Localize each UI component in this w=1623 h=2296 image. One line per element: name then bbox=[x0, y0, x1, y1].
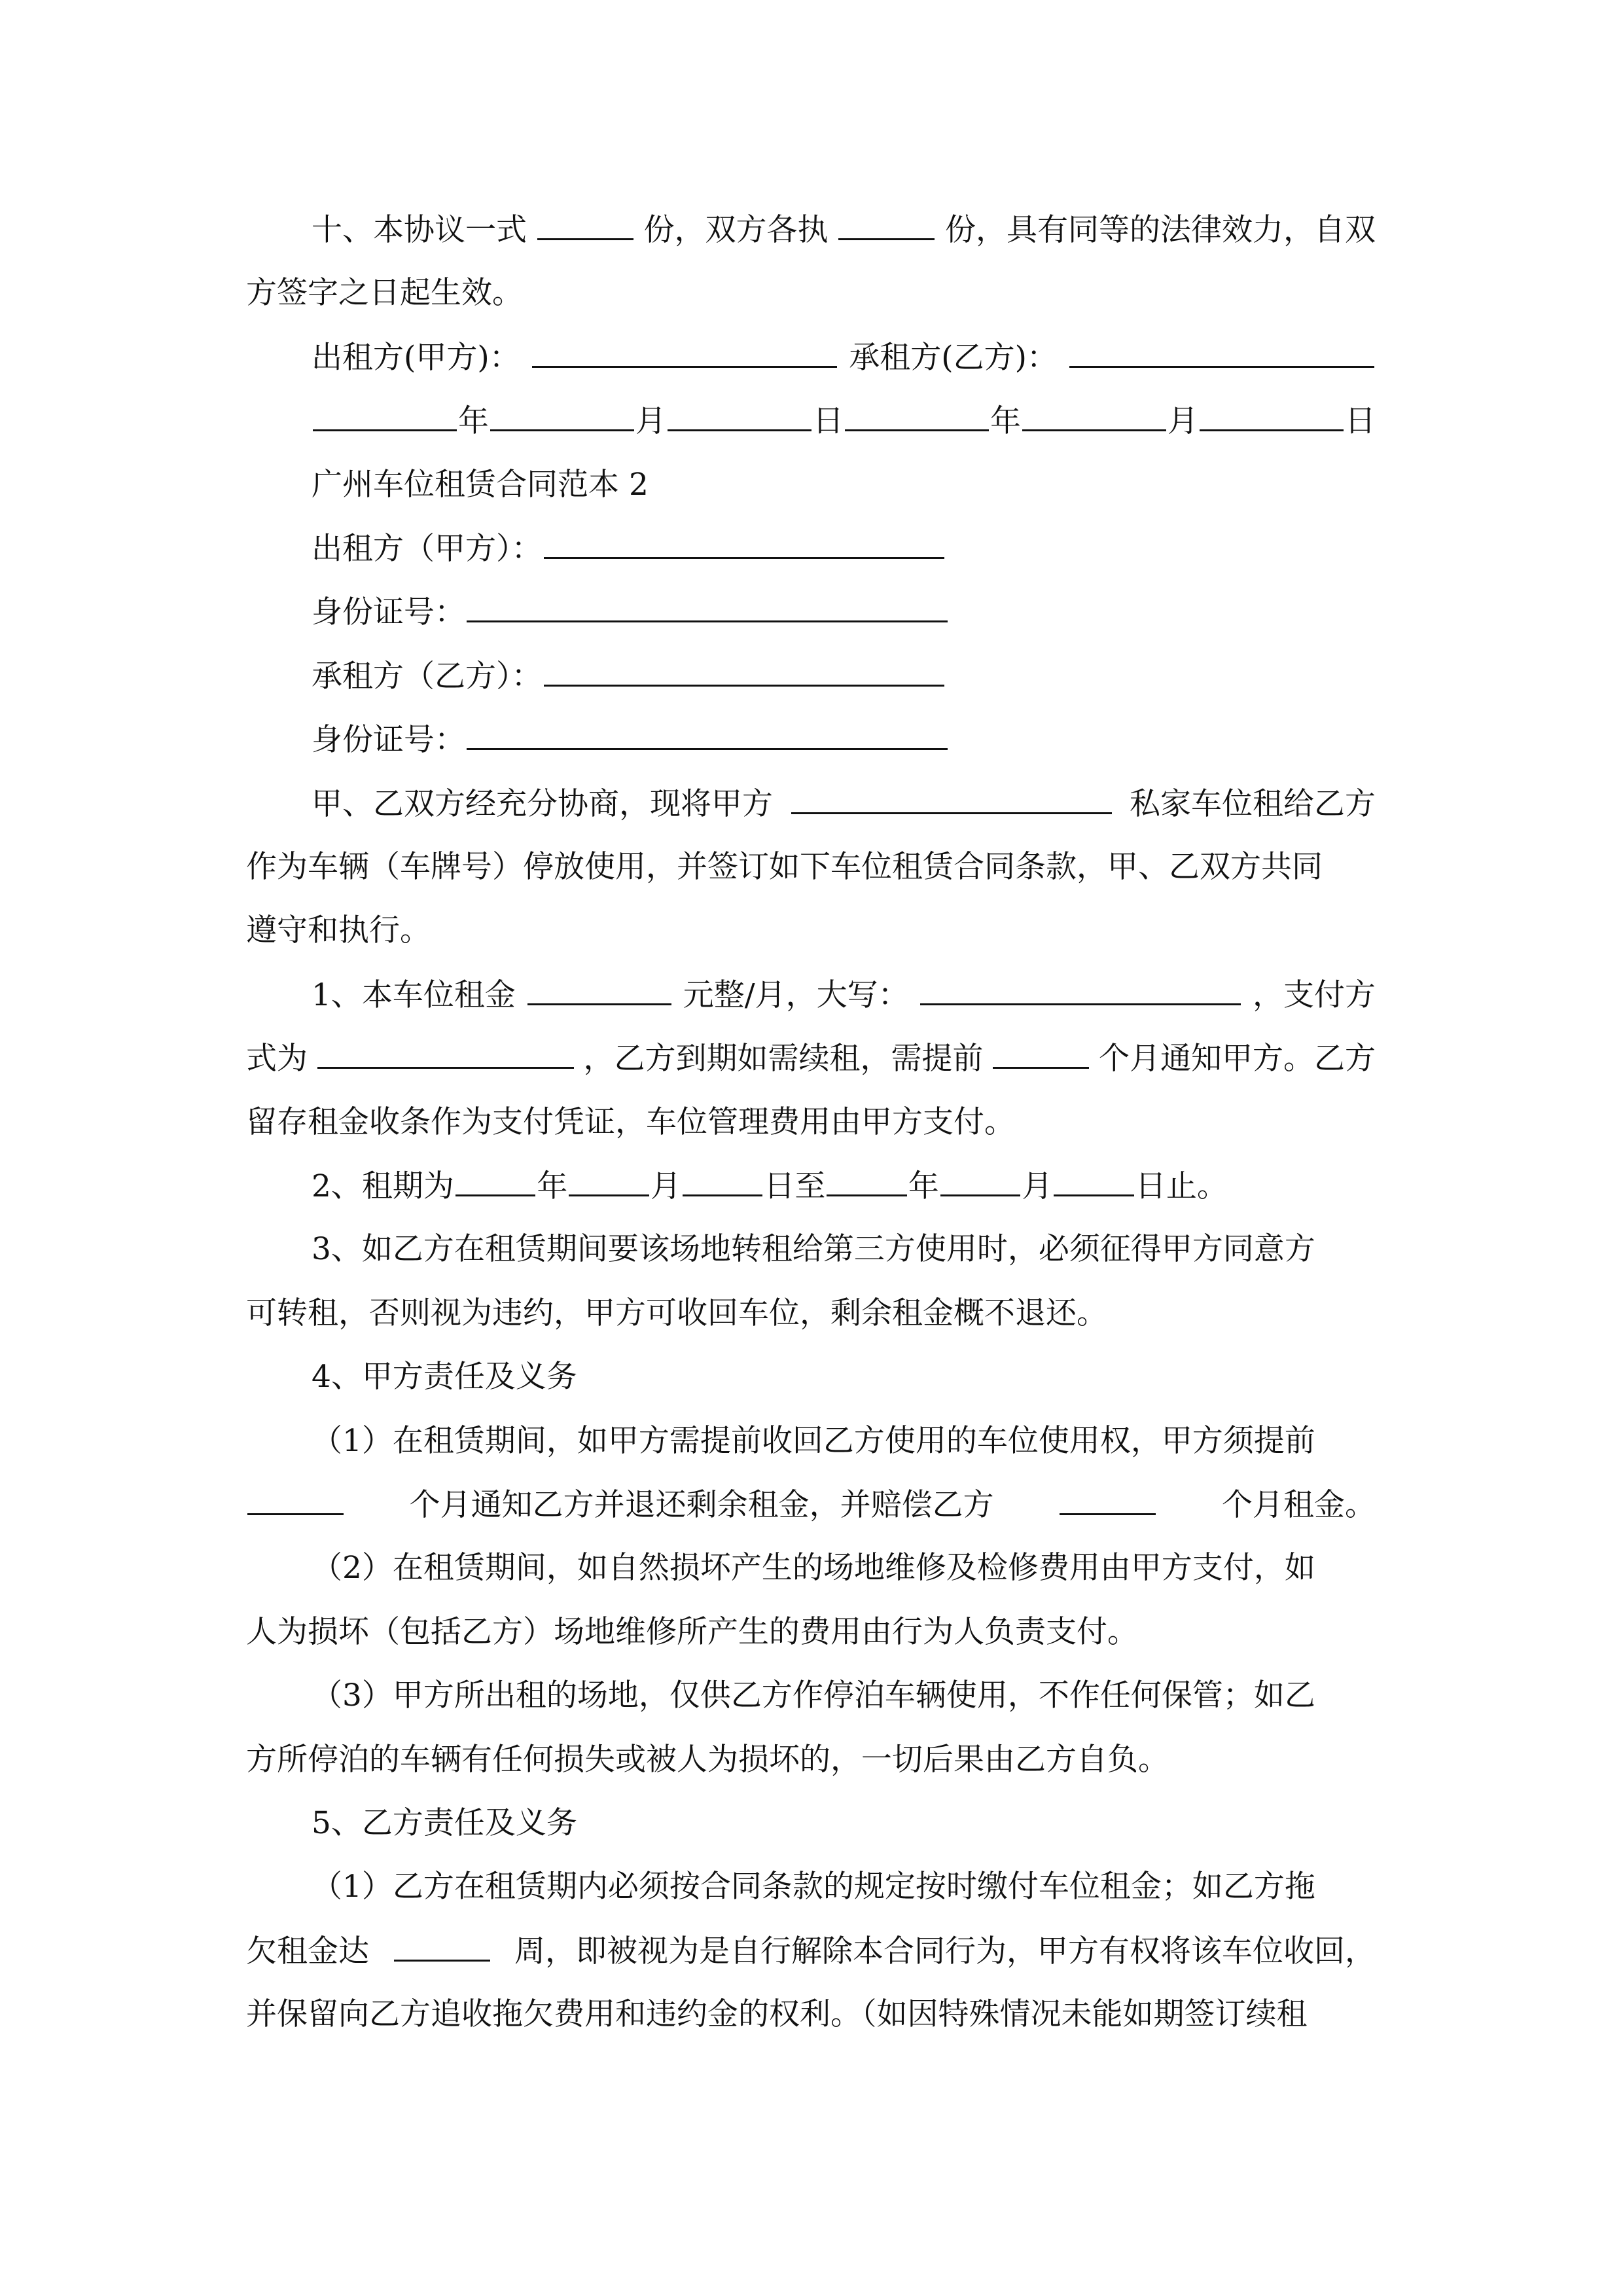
text-line bbox=[246, 1992, 1376, 2037]
fill-in-blank[interactable] bbox=[247, 1482, 344, 1515]
text-segment: 份，双方各执 bbox=[643, 212, 829, 248]
text-line bbox=[246, 1035, 1376, 1081]
text-segment: 月 bbox=[1022, 1168, 1053, 1204]
text-segment: 身份证号： bbox=[312, 594, 465, 631]
text-segment: 可转租，否则视为违约，甲方可收回车位，剩余租金概不退还。 bbox=[246, 1295, 1107, 1331]
text-segment: 5、乙方责任及义务 bbox=[312, 1805, 577, 1841]
fill-in-blank[interactable] bbox=[683, 1163, 763, 1196]
fill-in-blank[interactable] bbox=[791, 781, 1112, 814]
fill-in-blank[interactable] bbox=[467, 589, 948, 622]
text-segment: 式为 bbox=[246, 1041, 308, 1077]
text-segment: 作为车辆（车牌号）停放使用，并签订如下车位租赁合同条款，甲、乙双方共同 bbox=[246, 849, 1323, 885]
text-segment: 年 bbox=[908, 1168, 939, 1204]
text-segment: 个月租金。 bbox=[1221, 1487, 1376, 1523]
text-segment: 1、本车位租金 bbox=[312, 977, 516, 1013]
text-line bbox=[246, 972, 1376, 1018]
text-segment: 年 bbox=[458, 403, 489, 440]
text-segment: （3）甲方所出租的场地，仅供乙方作停泊车辆使用，不作任何保管；如乙 bbox=[312, 1677, 1315, 1714]
text-line bbox=[246, 1354, 1376, 1400]
text-segment: ，支付方 bbox=[1253, 977, 1376, 1013]
text-line bbox=[246, 1482, 1376, 1528]
text-segment: 周，即被视为是自行解除本合同行为，甲方有权将该车位收回， bbox=[514, 1933, 1376, 1969]
text-line bbox=[246, 1163, 1376, 1209]
text-segment: 份，具有同等的法律效力，自双 bbox=[945, 212, 1376, 248]
text-line bbox=[246, 1864, 1376, 1910]
fill-in-blank[interactable] bbox=[317, 1035, 574, 1069]
fill-in-blank[interactable] bbox=[845, 398, 989, 431]
text-line bbox=[246, 1100, 1376, 1145]
text-line bbox=[246, 334, 1376, 380]
text-segment: 日 bbox=[813, 403, 844, 440]
fill-in-blank[interactable] bbox=[490, 398, 634, 431]
text-segment: 人为损坏（包括乙方）场地维修所产生的费用由行为人负责支付。 bbox=[246, 1613, 1138, 1650]
fill-in-blank[interactable] bbox=[668, 398, 812, 431]
text-line bbox=[246, 1737, 1376, 1783]
text-line bbox=[246, 1609, 1376, 1655]
text-line bbox=[246, 908, 1376, 954]
text-segment: 承租方(乙方)： bbox=[849, 339, 1058, 376]
fill-in-blank[interactable] bbox=[455, 1163, 536, 1196]
text-segment: 私家车位租给乙方 bbox=[1130, 785, 1376, 822]
text-segment: 甲、乙双方经充分协商，现将甲方 bbox=[312, 785, 773, 822]
text-segment: 4、甲方责任及义务 bbox=[312, 1359, 577, 1395]
fill-in-blank[interactable] bbox=[1200, 398, 1344, 431]
text-segment: 出租方(甲方)： bbox=[312, 339, 520, 376]
fill-in-blank[interactable] bbox=[527, 972, 672, 1005]
fill-in-blank[interactable] bbox=[394, 1928, 490, 1962]
text-segment: 广州车位租赁合同范本 2 bbox=[312, 466, 649, 503]
fill-in-blank[interactable] bbox=[313, 398, 457, 431]
fill-in-blank[interactable] bbox=[1022, 398, 1166, 431]
text-segment: 个月通知甲方。乙方 bbox=[1099, 1041, 1376, 1077]
text-line bbox=[246, 653, 1376, 699]
text-segment: 元整/月，大写： bbox=[683, 977, 909, 1013]
text-segment: （2）在租赁期间，如自然损坏产生的场地维修及检修费用由甲方支付，如 bbox=[312, 1550, 1315, 1587]
fill-in-blank[interactable] bbox=[467, 717, 948, 750]
fill-in-blank[interactable] bbox=[569, 1163, 649, 1196]
text-segment: （1）在租赁期间，如甲方需提前收回乙方使用的车位使用权，甲方须提前 bbox=[312, 1422, 1315, 1459]
text-segment: 年 bbox=[990, 403, 1021, 440]
text-segment: 日至 bbox=[764, 1168, 826, 1204]
text-segment: 日止。 bbox=[1135, 1168, 1228, 1204]
text-segment: 月 bbox=[650, 1168, 681, 1204]
fill-in-blank[interactable] bbox=[544, 526, 945, 559]
fill-in-blank[interactable] bbox=[827, 1163, 907, 1196]
text-line bbox=[246, 781, 1376, 827]
fill-in-blank[interactable] bbox=[537, 207, 633, 240]
fill-in-blank[interactable] bbox=[940, 1163, 1021, 1196]
text-segment: 3、如乙方在租赁期间要该场地转租给第三方使用时，必须征得甲方同意方 bbox=[312, 1231, 1315, 1268]
text-segment: 月 bbox=[1168, 403, 1198, 440]
text-segment: 十、本协议一式 bbox=[312, 212, 527, 248]
text-line bbox=[246, 270, 1376, 316]
fill-in-blank[interactable] bbox=[1060, 1482, 1156, 1515]
text-segment: 留存租金收条作为支付凭证，车位管理费用由甲方支付。 bbox=[246, 1103, 1015, 1140]
text-segment: 方所停泊的车辆有任何损失或被人为损坏的，一切后果由乙方自负。 bbox=[246, 1741, 1169, 1778]
text-line bbox=[246, 1673, 1376, 1719]
text-segment: 承租方（乙方）： bbox=[312, 658, 543, 694]
text-line bbox=[246, 1291, 1376, 1336]
text-line bbox=[246, 844, 1376, 890]
fill-in-blank[interactable] bbox=[532, 334, 837, 368]
text-segment: 月 bbox=[635, 403, 666, 440]
text-line bbox=[246, 526, 1376, 571]
text-line bbox=[246, 589, 1376, 635]
fill-in-blank[interactable] bbox=[838, 207, 935, 240]
text-line bbox=[246, 1801, 1376, 1846]
fill-in-blank[interactable] bbox=[544, 653, 945, 687]
text-line bbox=[246, 207, 1376, 253]
text-line bbox=[246, 717, 1376, 762]
text-segment: 遵守和执行。 bbox=[246, 912, 431, 949]
fill-in-blank[interactable] bbox=[993, 1035, 1089, 1069]
text-line bbox=[246, 1928, 1376, 1974]
text-segment: ，乙方到期如需续租，需提前 bbox=[583, 1041, 984, 1077]
text-line bbox=[246, 1227, 1376, 1272]
text-line bbox=[246, 398, 1376, 444]
text-segment: 并保留向乙方追收拖欠费用和违约金的权利。（如因特殊情况未能如期签订续租 bbox=[246, 1996, 1308, 2033]
text-segment: 方签字之日起生效。 bbox=[246, 275, 523, 312]
fill-in-blank[interactable] bbox=[920, 972, 1241, 1005]
text-segment: 欠租金达 bbox=[246, 1933, 369, 1969]
fill-in-blank[interactable] bbox=[1054, 1163, 1134, 1196]
text-segment: 日 bbox=[1345, 403, 1376, 440]
text-segment: 身份证号： bbox=[312, 722, 465, 759]
text-segment: 个月通知乙方并退还剩余租金，并赔偿乙方 bbox=[409, 1487, 994, 1523]
text-line bbox=[246, 1418, 1376, 1464]
text-segment: （1）乙方在租赁期内必须按合同条款的规定按时缴付车位租金；如乙方拖 bbox=[312, 1869, 1315, 1905]
text-segment: 出租方（甲方）： bbox=[312, 531, 543, 567]
text-line bbox=[246, 462, 1376, 508]
text-segment: 2、租期为 bbox=[312, 1168, 454, 1204]
text-line bbox=[246, 1545, 1376, 1591]
text-segment: 年 bbox=[537, 1168, 568, 1204]
fill-in-blank[interactable] bbox=[1069, 334, 1374, 368]
